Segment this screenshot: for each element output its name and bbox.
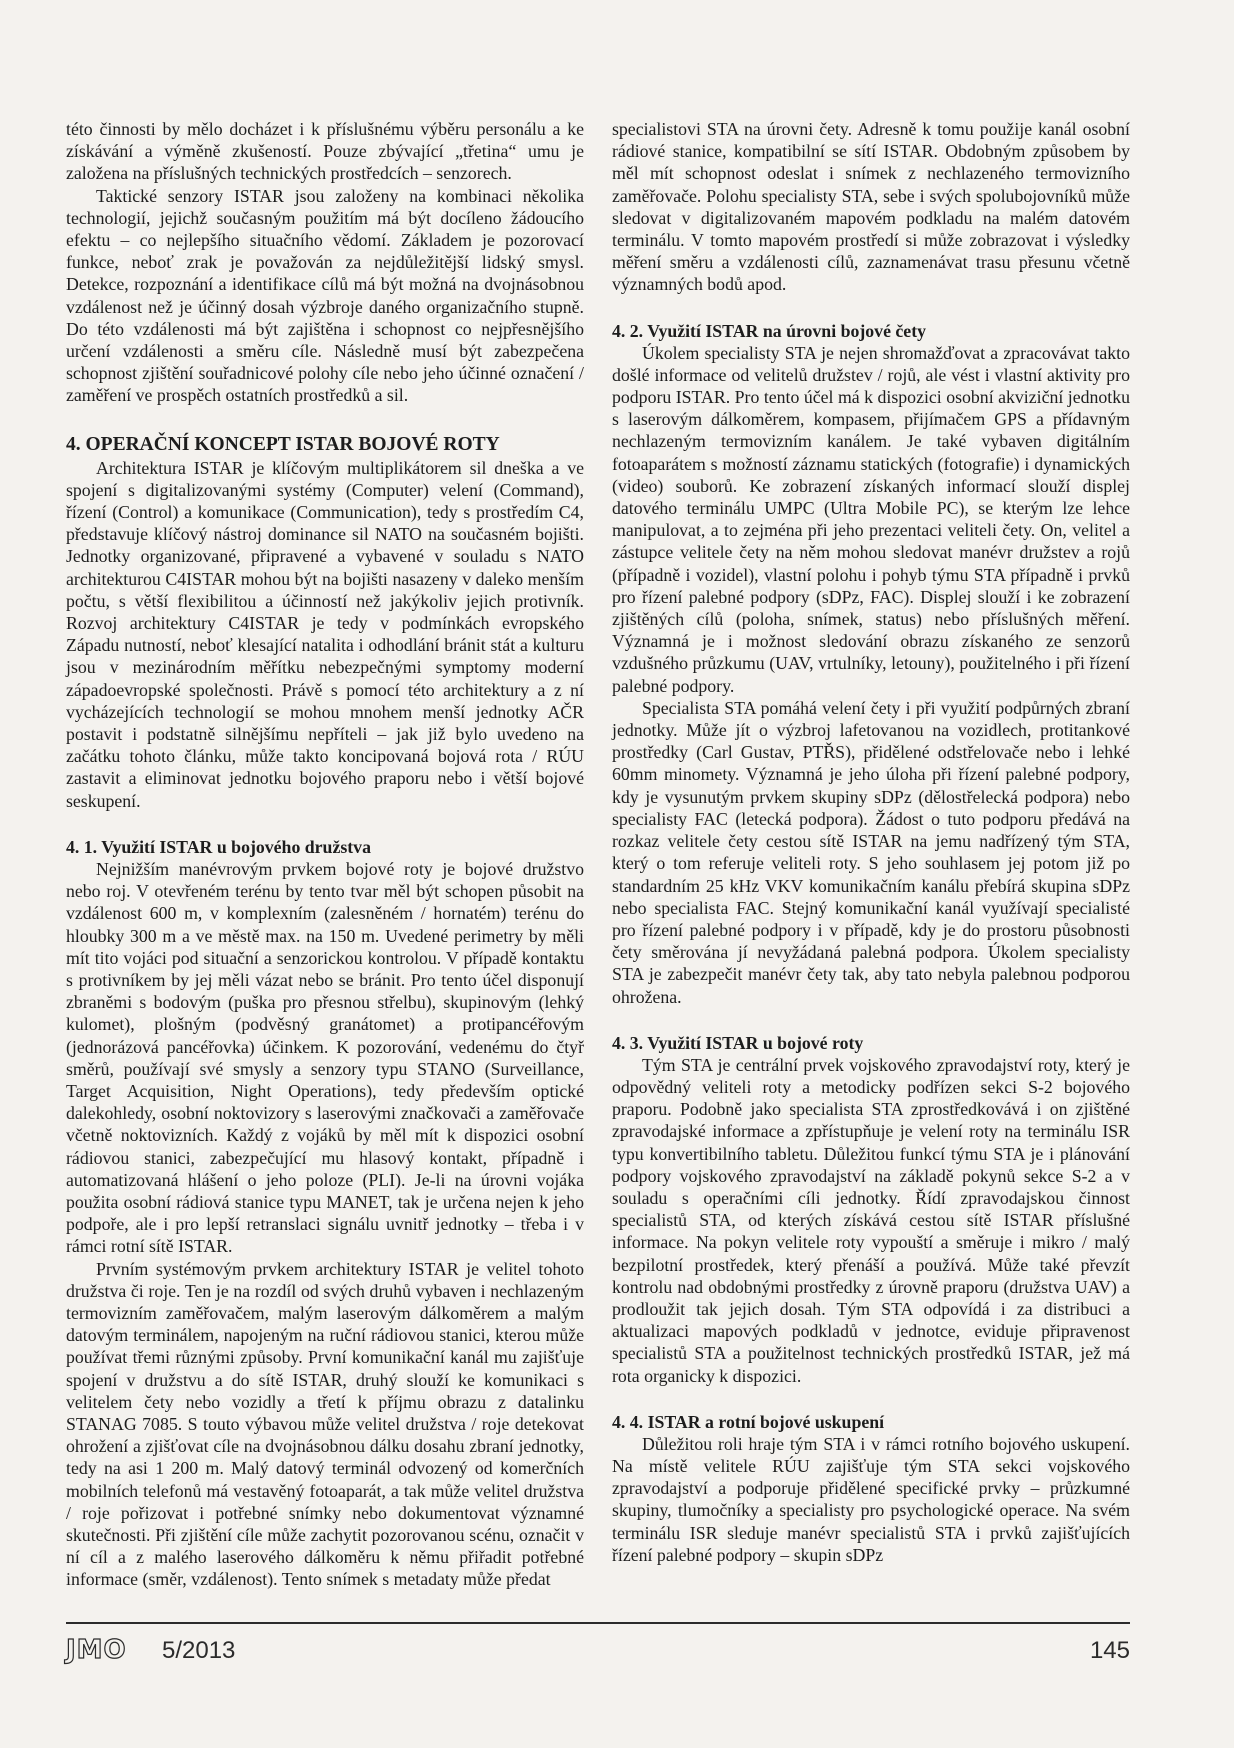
subsection-heading: 4. 1. Využití ISTAR u bojového družstva — [66, 836, 371, 857]
paragraph: Architektura ISTAR je klíčovým multiplikátorem sil dneška a ve spojení s digitalizovanými systémy (Computer) velení (Command), řízení (Control) a komunikace (Communication), tedy s prostředím C4, představuje klíčový nástroj dominance sil NATO na současném bojišti. Jednotky organizované, připravené a vybavené v souladu s NATO architekturou C4ISTAR mohou být na bojišti nasazeny v daleko menším počtu, s větší flexibilitou a účinností než jakýkoliv jejich protivník. Rozvoj architektury C4ISTAR je tedy v podmínkách evropského Západu nutností, neboť klesající natalita i odhodlání bránit stát a kulturu jsou v mezinárodním měřítku nebezpečnými symptomy moderní západoevropské společnosti. Právě s pomocí této architektury a z ní vycházejících technologií se mohou mnohem menší jednotky AČR postavit i podstatně silnějšímu nepříteli – jak již bylo uvedeno na začátku tohoto článku, může takto koncipovaná bojová rota / RÚU zastavit a eliminovat jednotku bojového praporu nebo i větší bojové seskupení. — [66, 457, 584, 811]
left-column — [66, 118, 584, 1591]
paragraph: specialistovi STA na úrovni čety. Adresně k tomu použije kanál osobní rádiové stanice, kompatibilní se sítí ISTAR. Obdobným způsobem by měl mít schopnost odeslat i snímek z nechlazeného termovizního zaměřovače. Polohu specialisty STA, sebe i svých spolubojovníků může sledovat v digitalizovaném mapovém podkladu na malém datovém terminálu. V tomto mapovém prostředí si může zobrazovat i výsledky měření směru a vzdálenosti cílů, zaznamenávat trasu přesunu včetně významných bodů apod. — [612, 119, 1130, 295]
footer-divider — [66, 1622, 1130, 1624]
issue-number: 5/2013 — [162, 1637, 236, 1664]
paragraph: Úkolem specialisty STA je nejen shromažďovat a zpracovávat takto došlé informace od velitelů družstev / rojů, ale vést i vlastní aktivity pro podporu ISTAR. Pro tento účel má k dispozici osobní akviziční jednotku s laserovým dálkoměrem, kompasem, přijímačem GPS a přídavným nechlazeným termovizním kanálem. Je také vybaven digitálním fotoaparátem s možností záznamu statických (fotografie) i dynamických (video) souborů. Ke zobrazení získaných informací slouží displej datového terminálu UMPC (Ultra Mobile PC), se kterým lze lehce manipulovat, a to zejména při jeho prezentaci veliteli čety. On, velitel a zástupce velitele čety na něm mohou sledovat manévr družstev a rojů (případně i vozidel), vlastní polohu i pohyb týmu STA případně i prvků pro řízení palebné podpory (sDPz, FAC). Displej slouží i ke zobrazení zjištěných cílů (poloha, snímek, status) nebo příslušných měření. Významná je i možnost sledování obrazu získaného ze senzorů vzdušného průzkumu (UAV, vrtulníky, letouny), použitelného i při řízení palebné podpory. — [612, 342, 1130, 696]
paragraph: Důležitou roli hraje tým STA i v rámci rotního bojového uskupení. Na místě velitele RÚU zajišťuje tým STA sekci vojskového zpravodajství a podporuje přidělené specifické prvky – průzkumné skupiny, tlumočníky a specialisty pro psychologické operace. Na svém terminálu ISR sleduje manévr specialistů STA i prvků zajišťujících řízení palebné podpory – skupin sDPz — [612, 1433, 1130, 1565]
paragraph: Tým STA je centrální prvek vojskového zpravodajství roty, který je odpovědný veliteli roty a metodicky podřízen sekci S-2 bojového praporu. Podobně jako specialista STA zprostředkovává i on zjištěné zpravodajské informace a zpřístupňuje je velení roty na terminálu ISR typu konvertibilního tabletu. Důležitou funkcí týmu STA je i plánování podpory vojskového zpravodajství na základě pokynů sekce S-2 a v souladu s operačními cíli jednotky. Řídí zpravodajskou činnost specialistů STA, od kterých získává cestou sítě ISTAR příslušné informace. Na pokyn velitele roty vypouští a směruje i mikro / malý bezpilotní prostředek, který přenáší a používá. Může také převzít kontrolu nad obdobnými prostředky z úrovně praporu (družstva UAV) a prodloužit tak jejich dosah. Tým STA odpovídá i za distribuci a aktualizaci mapových podkladů v jednotce, eviduje připravenost specialistů STA a použitelnost technických prostředků ISTAR, jež má rota organicky k dispozici. — [612, 1054, 1130, 1386]
right-column — [612, 118, 1130, 1566]
paragraph: Specialista STA pomáhá velení čety i při využití podpůrných zbraní jednotky. Může jít o výzbroj lafetovanou na vozidlech, protitankové prostředky (Carl Gustav, PTŘS), přidělené odstřelovače nebo i lehké 60mm minomety. Významná je jeho úloha při řízení palebné podpory, kdy je vysunutým prvkem skupiny sDPz (dělostřelecká podpora) nebo specialisty FAC (letecká podpora). Žádost o tuto podporu předává na rozkaz velitele čety cestou sítě ISTAR na jemu nadřízený tým STA, který o tom referuje veliteli roty. S jeho souhlasem jej potom již po standardním 25 kHz VKV komunikačním kanálu přebírá skupina sDPz nebo specialista FAC. Stejný komunikační kanál využívají specialisté pro řízení palebné podpory i v případě, kdy je do prostoru působnosti čety směrována jí nevyžádaná palebná podpora. Úkolem specialisty STA je zabezpečit manévr čety tak, aby tato nebyla palebnou podporou ohrožena. — [612, 697, 1130, 1007]
section-heading: 4. OPERAČNÍ KONCEPT ISTAR BOJOVÉ ROTY — [66, 433, 500, 455]
subsection-heading: 4. 4. ISTAR a rotní bojové uskupení — [612, 1411, 885, 1432]
paragraph: Taktické senzory ISTAR jsou založeny na kombinaci několika technologií, jejichž současným použitím má být docíleno žádoucího efektu – co nejlepšího situačního vědomí. Základem je pozorovací funkce, neboť zrak je považován za nejdůležitější lidský smysl. Detekce, rozpoznání a identifikace cílů má být možná na dvojnásobnou vzdálenost než je účinný dosah výzbroje daného organizačního stupně. Do této vzdálenosti má být zajištěna i schopnost co nejpřesnějšího určení vzdálenosti a směru cíle. Následně musí být zabezpečena schopnost zjištění souřadnicové polohy cíle nebo jeho účinné označení / zaměření ve prospěch ostatních prostředků a sil. — [66, 185, 584, 406]
page-number: 145 — [1089, 1637, 1130, 1664]
subsection-heading: 4. 2. Využití ISTAR na úrovni bojové čety — [612, 320, 927, 341]
page-footer — [66, 1633, 1130, 1673]
paragraph: Nejnižším manévrovým prvkem bojové roty je bojové družstvo nebo roj. V otevřeném terénu by tento tvar měl být schopen působit na vzdálenost 600 m, v komplexním (zalesněném / hornatém) terénu do hloubky 300 m a ve městě max. na 150 m. Uvedené perimetry by měli mít tito vojáci pod situační a senzorickou kontrolou. V případě kontaktu s protivníkem by jej měli vázat nebo se bránit. Pro tento účel disponují zbraněmi s bodovým (puška pro přesnou střelbu), skupinovým (lehký kulomet), plošným (podvěsný granátomet) a protipancéřovým (jednorázová pancéřovka) účinkem. K pozorování, vedenému do čtyř směrů, používají své smysly a senzory typu STANO (Surveillance, Target Acquisition, Night Operations), tedy především optické dalekohledy, osobní noktovizory s laserovými značkovači a zaměřovače včetně noktovizních. Každý z vojáků by měl mít k dispozici osobní rádiovou stanici, zabezpečující mu hlasový kontakt, případně i automatizovaná hlášení o jeho poloze (PLI). Je-li na úrovni vojáka použita osobní rádiová stanice typu MANET, tak je určena nejen k jeho podpoře, ale i pro lepší retranslaci signálu uvnitř jednotky – třeba i v rámci rotní sítě ISTAR. — [66, 858, 584, 1257]
journal-logo: JMO — [66, 1635, 127, 1665]
paragraph: této činnosti by mělo docházet i k příslušnému výběru personálu a ke získávání a výměně zkušeností. Pouze zbývající „třetina“ umu je založena na příslušných technických prostředcích – senzorech. — [66, 119, 584, 184]
paragraph: Prvním systémovým prvkem architektury ISTAR je velitel tohoto družstva či roje. Ten je na rozdíl od svých druhů vybaven i nechlazeným termovizním zaměřovačem, malým laserovým dálkoměrem a malým datovým terminálem, napojeným na ruční rádiovou stanici, kterou může používat třemi různými způsoby. První komunikační kanál mu zajišťuje spojení v družstvu a do sítě ISTAR, druhý slouží ke komunikaci s velitelem čety nebo vozidly a třetí k příjmu obrazu z datalinku STANAG 7085. S touto výbavou může velitel družstva / roje detekovat ohrožení a zjišťovat cíle na dvojnásobnou dálku dosahu zbraní jednotky, tedy na asi 1 200 m. Malý datový terminál odvozený od komerčních mobilních telefonů má vestavěný fotoaparát, a tak může velitel družstva / roje pořizovat i potřebné snímky nebo dokumentovat významné skutečnosti. Při zjištění cíle může zachytit pozorovanou scénu, označit v ní cíl a z malého laserového dálkoměru k němu přiřadit potřebné informace (směr, vzdálenost). Tento snímek s metadaty může předat — [66, 1258, 584, 1590]
subsection-heading: 4. 3. Využití ISTAR u bojové roty — [612, 1032, 864, 1053]
